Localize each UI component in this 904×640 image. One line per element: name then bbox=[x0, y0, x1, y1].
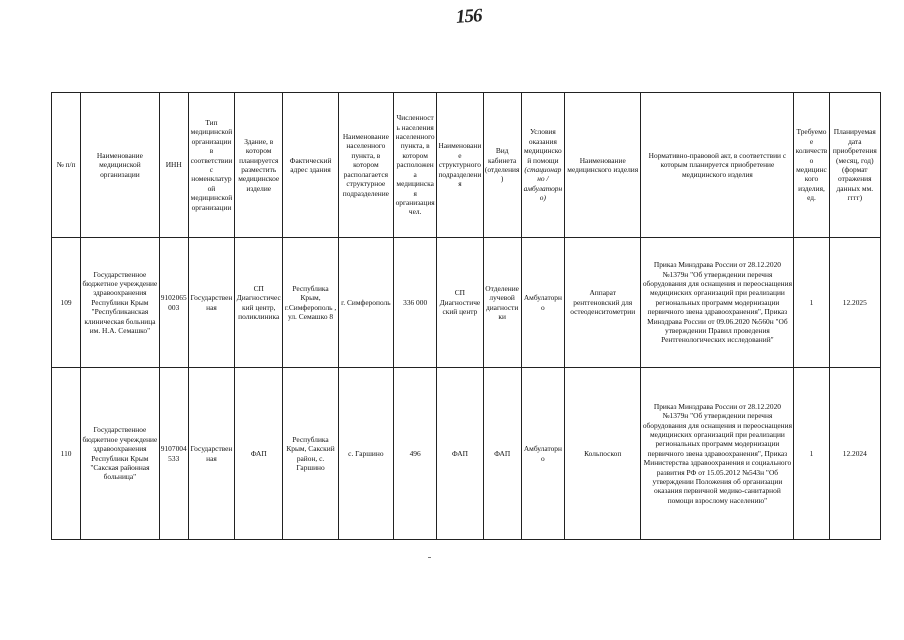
header-org-name: Наименование медицинской организации bbox=[81, 93, 159, 238]
cell-building: СП Диагностический центр, поликлиника bbox=[235, 238, 283, 368]
cell-cabinet: Отделение лучевой диагностики bbox=[483, 238, 521, 368]
cell-inn: 9107004533 bbox=[159, 368, 188, 540]
scan-speck bbox=[428, 557, 431, 558]
table-row bbox=[52, 238, 881, 368]
cell-required: 1 bbox=[794, 368, 829, 540]
cell-org-name: Государственное бюджетное учреждение здравоохранения Республики Крым "Республиканская клиническая больница им. Н.А. Семашко" bbox=[81, 238, 159, 368]
cell-act: Приказ Минздрава России от 28.12.2020 №1379н "Об утверждении перечня оборудования для оснащения и переоснащения медицинских организаций при реализации региональных программ модернизации первичного звена здравоохранения", Приказ Министерства здравоохранения и социального развития РФ от 15.05.2012 №543н "Об утверждении Положения об организации оказания первичной медико-санитарной помощи взрослому населению" bbox=[641, 368, 794, 540]
cell-address: Республика Крым, г.Симферополь , ул. Семашко 8 bbox=[283, 238, 338, 368]
cell-inn: 9102065003 bbox=[159, 238, 188, 368]
cell-unit-name: ФАП bbox=[437, 368, 483, 540]
header-conditions-text: Условия оказания медицинской помощи bbox=[524, 127, 562, 165]
header-required: Требуемое количество медицинского изделия, ед. bbox=[794, 93, 829, 238]
cell-conditions: Амбулаторно bbox=[521, 238, 564, 368]
cell-required: 1 bbox=[794, 238, 829, 368]
header-inn: ИНН bbox=[159, 93, 188, 238]
cell-cabinet: ФАП bbox=[483, 368, 521, 540]
cell-org-name: Государственное бюджетное учреждение здравоохранения Республики Крым "Сакская районная больница" bbox=[81, 368, 159, 540]
cell-population: 336 000 bbox=[394, 238, 437, 368]
header-conditions-italic: (стационарно / амбулаторно) bbox=[523, 165, 563, 203]
cell-org-type: Государственная bbox=[188, 238, 234, 368]
cell-settlement: с. Гаршино bbox=[338, 368, 393, 540]
cell-org-type: Государственная bbox=[188, 368, 234, 540]
cell-device: Аппарат рентгеновский для остеоденситометрии bbox=[565, 238, 641, 368]
header-planned: Планируемая дата приобретения (месяц, год) (формат отражения данных мм. гггг) bbox=[829, 93, 880, 238]
equipment-table bbox=[51, 92, 881, 540]
cell-num: 110 bbox=[52, 368, 81, 540]
cell-device: Кольпоскоп bbox=[565, 368, 641, 540]
header-population: Численность населения населенного пункта, в котором расположена медицинская организация чел. bbox=[394, 93, 437, 238]
table-row bbox=[52, 368, 881, 540]
header-address: Фактический адрес здания bbox=[283, 93, 338, 238]
cell-unit-name: СП Диагностический центр bbox=[437, 238, 483, 368]
cell-act: Приказ Минздрава России от 28.12.2020 №1379н "Об утверждении перечня оборудования для оснащения и переоснащения медицинских организаций при реализации региональных программ модернизации первичного звена здравоохранения", Приказ Минздрава России от 09.06.2020 №560н "Об утверждении Правил проведения Рентгенологических исследований" bbox=[641, 238, 794, 368]
cell-planned: 12.2024 bbox=[829, 368, 880, 540]
cell-conditions: Амбулаторно bbox=[521, 368, 564, 540]
header-act: Нормативно-правовой акт, в соответствии с которым планируется приобретение медицинского изделия bbox=[641, 93, 794, 238]
header-settlement: Наименование населенного пункта, в котором располагается структурное подразделение bbox=[338, 93, 393, 238]
cell-address: Республика Крым, Сакский район, с. Гаршино bbox=[283, 368, 338, 540]
header-unit-name: Наименование структурного подразделения bbox=[437, 93, 483, 238]
header-row bbox=[52, 93, 881, 238]
cell-building: ФАП bbox=[235, 368, 283, 540]
header-cabinet: Вид кабинета (отделения) bbox=[483, 93, 521, 238]
header-org-type: Тип медицинской организации в соответствии с номенклатурой медицинской организации bbox=[188, 93, 234, 238]
cell-planned: 12.2025 bbox=[829, 238, 880, 368]
cell-settlement: г. Симферополь bbox=[338, 238, 393, 368]
cell-population: 496 bbox=[394, 368, 437, 540]
header-building: Здание, в котором планируется разместить медицинское изделие bbox=[235, 93, 283, 238]
header-conditions bbox=[521, 93, 564, 238]
page-number: 156 bbox=[455, 5, 483, 28]
header-device: Наименование медицинского изделия bbox=[565, 93, 641, 238]
header-num: № п/п bbox=[52, 93, 81, 238]
cell-num: 109 bbox=[52, 238, 81, 368]
